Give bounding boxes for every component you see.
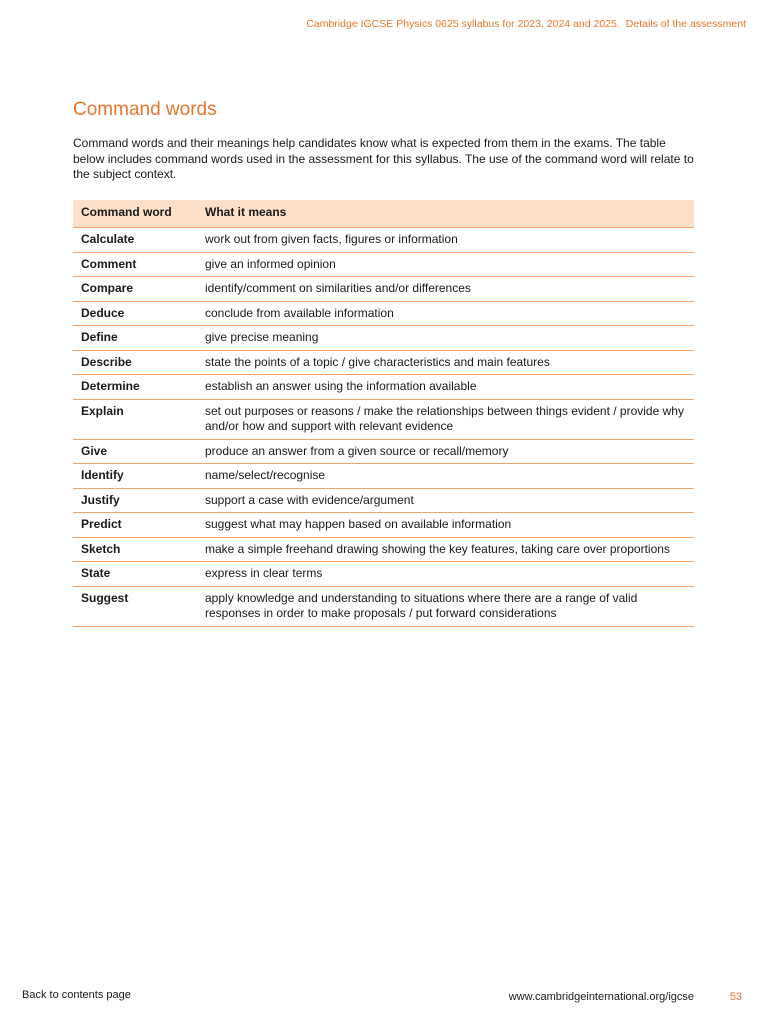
- table-row: [73, 562, 694, 587]
- table-row: [73, 464, 694, 489]
- command-word: Sketch: [73, 537, 197, 562]
- back-to-contents-link[interactable]: Back to contents page: [22, 989, 131, 1001]
- header-syllabus-title: Cambridge IGCSE Physics 0625 syllabus for 2023, 2024 and 2025.: [306, 18, 620, 30]
- table-row: [73, 326, 694, 351]
- command-meaning: apply knowledge and understanding to situations where there are a range of valid responses in order to make proposals / put forward considerations: [197, 586, 694, 626]
- command-words-table: [73, 200, 694, 627]
- command-word: Predict: [73, 513, 197, 538]
- command-meaning: support a case with evidence/argument: [197, 488, 694, 513]
- command-word: Calculate: [73, 228, 197, 253]
- command-meaning: conclude from available information: [197, 301, 694, 326]
- table-row: [73, 350, 694, 375]
- command-meaning: identify/comment on similarities and/or differences: [197, 277, 694, 302]
- command-meaning: give precise meaning: [197, 326, 694, 351]
- column-header-command-word: Command word: [73, 200, 197, 228]
- table-header-row: [73, 200, 694, 228]
- table-row: [73, 228, 694, 253]
- command-meaning: produce an answer from a given source or recall/memory: [197, 439, 694, 464]
- command-meaning: establish an answer using the information available: [197, 375, 694, 400]
- table-row: [73, 488, 694, 513]
- command-word: Determine: [73, 375, 197, 400]
- command-meaning: give an informed opinion: [197, 252, 694, 277]
- command-word: Define: [73, 326, 197, 351]
- command-word: Suggest: [73, 586, 197, 626]
- table-row: [73, 252, 694, 277]
- page-number: 53: [729, 991, 742, 1003]
- table-row: [73, 277, 694, 302]
- command-meaning: state the points of a topic / give characteristics and main features: [197, 350, 694, 375]
- table-row: [73, 537, 694, 562]
- header-section-name: Details of the assessment: [625, 18, 746, 30]
- command-word: Identify: [73, 464, 197, 489]
- command-meaning: work out from given facts, figures or information: [197, 228, 694, 253]
- intro-paragraph: Command words and their meanings help candidates know what is expected from them in the exams. The table below includes command words used in the assessment for this syllabus. The use of the command word will relate to the subject context.: [73, 136, 694, 181]
- command-word: Give: [73, 439, 197, 464]
- table-row: [73, 513, 694, 538]
- table-row: [73, 301, 694, 326]
- table-row: [73, 439, 694, 464]
- command-meaning: express in clear terms: [197, 562, 694, 587]
- command-meaning: set out purposes or reasons / make the relationships between things evident / provide why and/or how and support with relevant evidence: [197, 399, 694, 439]
- table-row: [73, 399, 694, 439]
- table-row: [73, 375, 694, 400]
- footer-url: www.cambridgeinternational.org/igcse: [508, 991, 694, 1003]
- running-header: [306, 18, 746, 30]
- command-word: State: [73, 562, 197, 587]
- command-meaning: make a simple freehand drawing showing the key features, taking care over proportions: [197, 537, 694, 562]
- command-word: Justify: [73, 488, 197, 513]
- command-word: Deduce: [73, 301, 197, 326]
- command-meaning: name/select/recognise: [197, 464, 694, 489]
- command-word: Compare: [73, 277, 197, 302]
- command-word: Comment: [73, 252, 197, 277]
- command-word: Describe: [73, 350, 197, 375]
- command-word: Explain: [73, 399, 197, 439]
- column-header-meaning: What it means: [197, 200, 694, 228]
- command-meaning: suggest what may happen based on available information: [197, 513, 694, 538]
- table-row: [73, 586, 694, 626]
- section-title: Command words: [73, 99, 217, 120]
